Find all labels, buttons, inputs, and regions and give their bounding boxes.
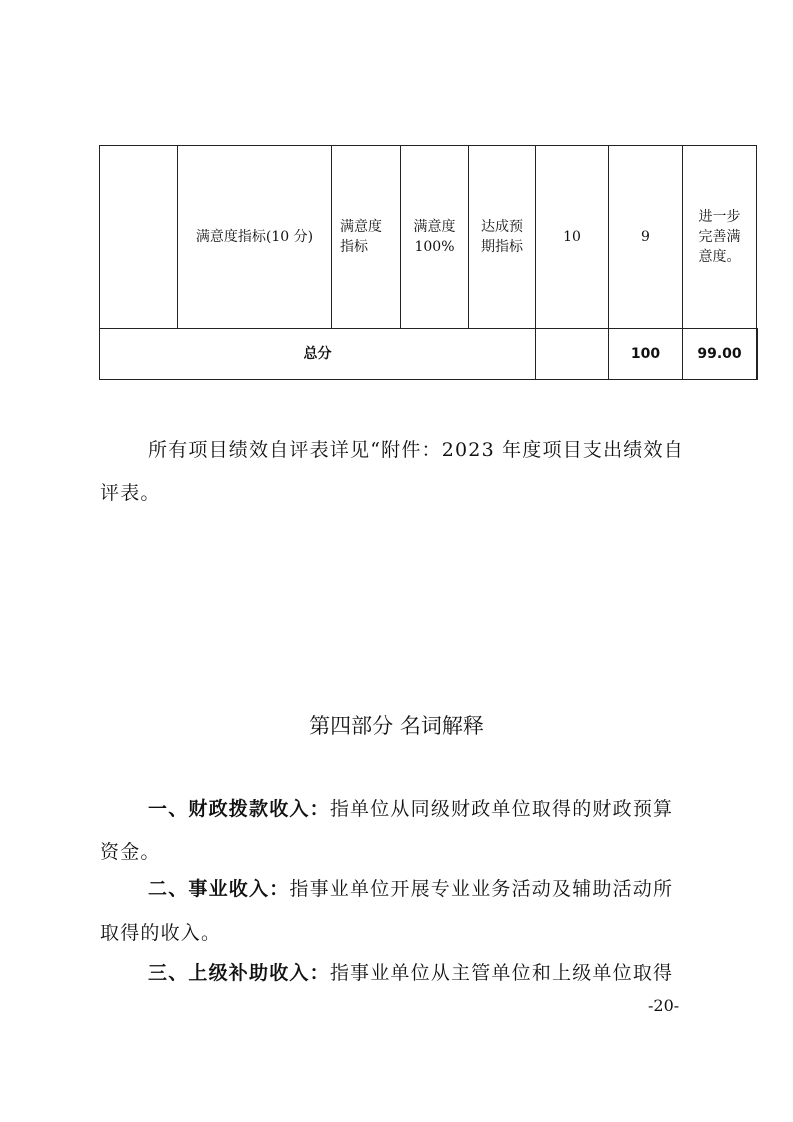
total-score: 99.00	[683, 329, 757, 380]
total-label: 总分	[100, 329, 536, 380]
cell-indicator: 满意度指标(10 分)	[178, 146, 332, 329]
cell-remark: 进一步完善满意度。	[683, 146, 757, 329]
paragraph-line: 所有项目绩效自评表详见“附件：2023 年度项目支出绩效自	[148, 439, 684, 461]
paragraph-line: 评表。	[100, 482, 161, 504]
total-blank	[536, 329, 609, 380]
term-label: 一、财政拨款收入：	[148, 798, 330, 820]
term-line: 一、财政拨款收入：指单位从同级财政单位取得的财政预算	[148, 798, 674, 820]
cell-category	[100, 146, 178, 329]
cell-target: 满意度100%	[401, 146, 469, 329]
total-remark	[757, 329, 758, 380]
cell-result: 达成预期指标	[469, 146, 536, 329]
cell-score: 9	[609, 146, 683, 329]
performance-table	[99, 145, 758, 380]
cell-weight: 10	[536, 146, 609, 329]
total-weight: 100	[609, 329, 683, 380]
page-number: -20-	[648, 996, 680, 1015]
table-row-total	[100, 329, 758, 380]
table-row	[100, 146, 758, 329]
cell-type: 满意度指标	[332, 146, 401, 329]
term-line: 资金。	[100, 841, 161, 863]
term-label: 二、事业收入：	[148, 878, 290, 900]
term-label: 三、上级补助收入：	[148, 962, 330, 984]
term-line: 三、上级补助收入：指事业单位从主管单位和上级单位取得	[148, 962, 674, 984]
term-line: 二、事业收入：指事业单位开展专业业务活动及辅助活动所	[148, 878, 674, 900]
section-title: 第四部分 名词解释	[309, 714, 484, 738]
term-line: 取得的收入。	[100, 922, 222, 944]
